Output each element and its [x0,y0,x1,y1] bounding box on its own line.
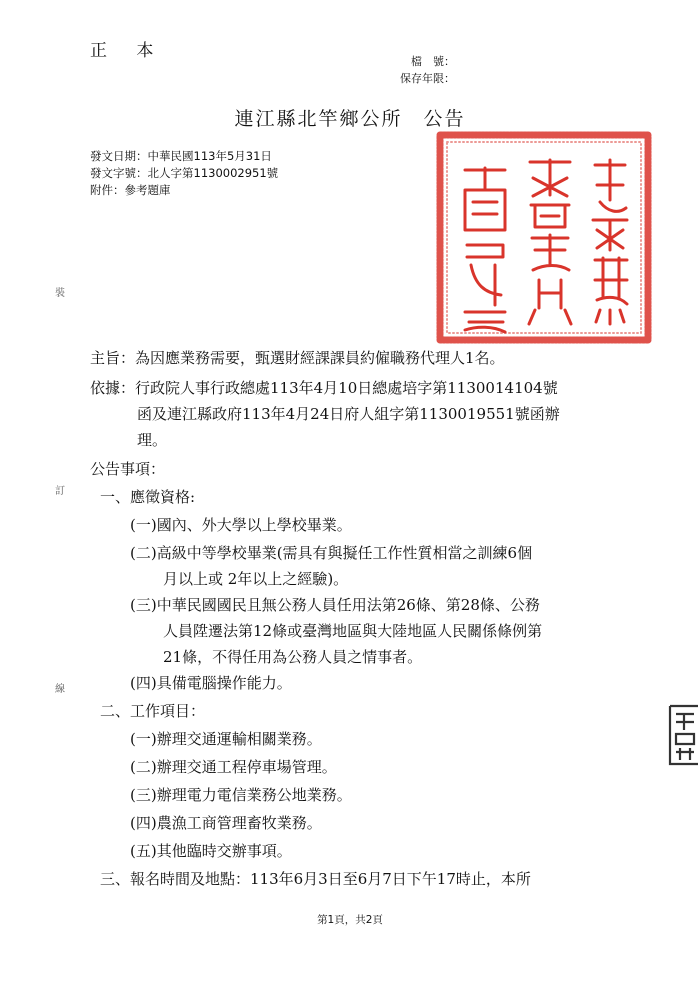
qualification-item: (二)高級中等學校畢業(需具有與擬任工作性質相當之訓練6個 [130,544,533,562]
binding-mark-xian: 線 [55,684,65,695]
work-item: (五)其他臨時交辦事項。 [130,842,292,860]
qualification-item: (三)中華民國國民且無公務人員任用法第26條、第28條、公務 [130,596,540,614]
section-1-title: 一、應徵資格: [100,488,196,506]
binding-mark-zhuang: 裝 [55,288,65,299]
qualification-item-cont: 21條，不得任用為公務人員之情事者。 [163,648,423,666]
copy-mark: 正 本 [90,41,166,61]
document-number: 發文字號：北人字第1130002951號 [90,166,279,180]
qualification-item-cont: 人員陞遷法第12條或臺灣地區與大陸地區人民關係條例第 [163,622,543,640]
file-number-label: 檔 號： [411,55,455,68]
work-item: (三)辦理電力電信業務公地業務。 [130,786,352,804]
edge-seal-fragment [664,700,700,770]
page-number: 第1頁，共2頁 [317,914,383,926]
basis-line-2: 函及連江縣政府113年4月24日府人組字第1130019551號函辦 [137,405,560,423]
qualification-item: (四)具備電腦操作能力。 [130,674,292,692]
work-item: (四)農漁工商管理畜牧業務。 [130,814,322,832]
binding-mark-ding: 訂 [55,486,65,497]
basis-line-1: 依據：行政院人事行政總處113年4月10日總處培字第1130014104號 [90,379,558,397]
notice-header: 公告事項： [90,460,166,478]
subject-line: 主旨：為因應業務需要，甄選財經課課員約僱職務代理人1名。 [90,349,505,367]
work-item: (二)辦理交通工程停車場管理。 [130,758,337,776]
work-item: (一)辦理交通運輸相關業務。 [130,730,322,748]
qualification-item-cont: 月以上或 2年以上之經驗)。 [163,570,349,588]
official-seal [435,130,653,345]
section-3-line: 三、報名時間及地點：113年6月3日至6月7日下午17時止，本所 [100,870,531,888]
retention-period-label: 保存年限： [400,72,455,85]
basis-line-3: 理。 [137,431,168,449]
issue-date: 發文日期：中華民國113年5月31日 [90,149,272,163]
section-2-title: 二、工作項目： [100,702,206,720]
attachment: 附件：參考題庫 [90,183,171,197]
document-title: 連江縣北竿鄉公所 公告 [234,108,466,130]
qualification-item: (一)國內、外大學以上學校畢業。 [130,516,352,534]
